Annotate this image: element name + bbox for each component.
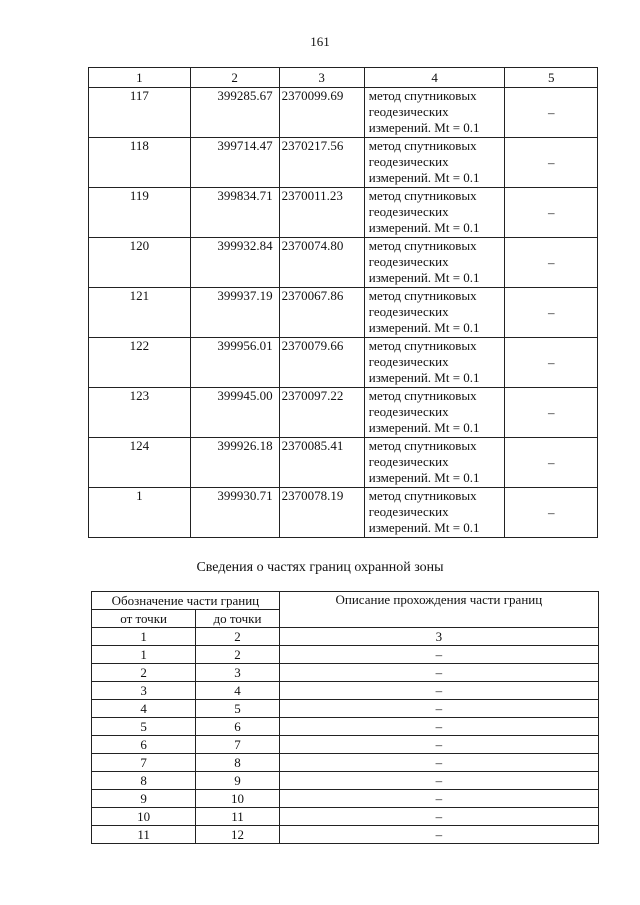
- method-line: геодезических: [368, 204, 449, 219]
- numbering-col-1: 1: [92, 628, 196, 646]
- to-point-cell: 2: [196, 646, 279, 664]
- table-row: [92, 664, 599, 682]
- method-line: геодезических: [368, 254, 449, 269]
- point-number-cell: 123: [89, 388, 191, 438]
- y-coordinate-cell: 2370085.41: [279, 438, 364, 488]
- to-point-cell: 12: [196, 826, 279, 844]
- y-coordinate-cell: 2370079.66: [279, 338, 364, 388]
- description-cell: –: [279, 826, 598, 844]
- table-row: [92, 826, 599, 844]
- page-number: 161: [310, 34, 330, 49]
- y-coordinate-cell: 2370217.56: [279, 138, 364, 188]
- numbering-col-2: 2: [196, 628, 279, 646]
- table-row: [89, 188, 598, 238]
- x-coordinate-cell: 399956.01: [190, 338, 279, 388]
- description-cell: –: [279, 718, 598, 736]
- from-point-cell: 8: [92, 772, 196, 790]
- description-cell: –: [279, 790, 598, 808]
- method-cell: [364, 238, 505, 288]
- method-line: геодезических: [368, 304, 449, 319]
- table-row: [89, 138, 598, 188]
- to-point-cell: 11: [196, 808, 279, 826]
- boundary-parts-table: [91, 591, 599, 844]
- x-coordinate-cell: 399945.00: [190, 388, 279, 438]
- method-line: геодезических: [368, 454, 449, 469]
- table-row: [92, 682, 599, 700]
- description-cell: –: [279, 682, 598, 700]
- note-cell: –: [505, 338, 598, 388]
- y-coordinate-cell: 2370078.19: [279, 488, 364, 538]
- table-row: [92, 736, 599, 754]
- point-number-cell: 124: [89, 438, 191, 488]
- method-cell: [364, 488, 505, 538]
- to-point-cell: 6: [196, 718, 279, 736]
- method-cell: [364, 138, 505, 188]
- method-line: метод спутниковых: [368, 388, 477, 403]
- point-number-cell: 122: [89, 338, 191, 388]
- from-point-cell: 4: [92, 700, 196, 718]
- header-boundary-description: Описание прохождения части границ: [279, 592, 598, 628]
- method-cell: [364, 88, 505, 138]
- description-cell: –: [279, 664, 598, 682]
- x-coordinate-cell: 399932.84: [190, 238, 279, 288]
- method-line: измерений. Mt = 0.1: [368, 170, 480, 185]
- table-row: [92, 700, 599, 718]
- method-line: геодезических: [368, 104, 449, 119]
- from-point-cell: 5: [92, 718, 196, 736]
- table-row: [92, 790, 599, 808]
- method-line: измерений. Mt = 0.1: [368, 370, 480, 385]
- x-coordinate-cell: 399926.18: [190, 438, 279, 488]
- method-cell: [364, 438, 505, 488]
- to-point-cell: 10: [196, 790, 279, 808]
- point-number-cell: 120: [89, 238, 191, 288]
- y-coordinate-cell: 2370074.80: [279, 238, 364, 288]
- section-title: Сведения о частях границ охранной зоны: [196, 560, 444, 575]
- method-line: метод спутниковых: [368, 88, 477, 103]
- table-row: [89, 388, 598, 438]
- method-line: измерений. Mt = 0.1: [368, 470, 480, 485]
- from-point-cell: 2: [92, 664, 196, 682]
- from-point-cell: 1: [92, 646, 196, 664]
- method-cell: [364, 288, 505, 338]
- table-row: [92, 808, 599, 826]
- table-row: [89, 488, 598, 538]
- method-line: метод спутниковых: [368, 438, 477, 453]
- method-line: геодезических: [368, 404, 449, 419]
- table-row: [89, 338, 598, 388]
- table-row: [89, 288, 598, 338]
- boundary-header-row-1: [92, 592, 599, 610]
- note-cell: –: [505, 238, 598, 288]
- table-row: [92, 754, 599, 772]
- header-col-3: 3: [279, 68, 364, 88]
- from-point-cell: 7: [92, 754, 196, 772]
- y-coordinate-cell: 2370099.69: [279, 88, 364, 138]
- boundary-numbering-row: [92, 628, 599, 646]
- x-coordinate-cell: 399834.71: [190, 188, 279, 238]
- table-row: [92, 772, 599, 790]
- note-cell: –: [505, 438, 598, 488]
- from-point-cell: 9: [92, 790, 196, 808]
- description-cell: –: [279, 700, 598, 718]
- note-cell: –: [505, 488, 598, 538]
- to-point-cell: 9: [196, 772, 279, 790]
- table-row: [92, 718, 599, 736]
- point-number-cell: 117: [89, 88, 191, 138]
- header-to-point: до точки: [196, 610, 279, 628]
- to-point-cell: 4: [196, 682, 279, 700]
- from-point-cell: 3: [92, 682, 196, 700]
- y-coordinate-cell: 2370011.23: [279, 188, 364, 238]
- x-coordinate-cell: 399714.47: [190, 138, 279, 188]
- description-cell: –: [279, 772, 598, 790]
- point-number-cell: 121: [89, 288, 191, 338]
- method-line: измерений. Mt = 0.1: [368, 320, 480, 335]
- method-line: измерений. Mt = 0.1: [368, 520, 480, 535]
- note-cell: –: [505, 88, 598, 138]
- note-cell: –: [505, 138, 598, 188]
- point-number-cell: 1: [89, 488, 191, 538]
- method-line: измерений. Mt = 0.1: [368, 420, 480, 435]
- y-coordinate-cell: 2370067.86: [279, 288, 364, 338]
- header-from-point: от точки: [92, 610, 196, 628]
- from-point-cell: 6: [92, 736, 196, 754]
- table-row: [89, 88, 598, 138]
- header-boundary-designation: Обозначение части границ: [92, 592, 280, 610]
- method-line: метод спутниковых: [368, 238, 477, 253]
- header-col-1: 1: [89, 68, 191, 88]
- point-number-cell: 119: [89, 188, 191, 238]
- note-cell: –: [505, 188, 598, 238]
- description-cell: –: [279, 808, 598, 826]
- header-col-4: 4: [364, 68, 505, 88]
- table-row: [89, 438, 598, 488]
- note-cell: –: [505, 388, 598, 438]
- header-col-5: 5: [505, 68, 598, 88]
- description-cell: –: [279, 646, 598, 664]
- method-line: геодезических: [368, 354, 449, 369]
- from-point-cell: 11: [92, 826, 196, 844]
- x-coordinate-cell: 399937.19: [190, 288, 279, 338]
- description-cell: –: [279, 754, 598, 772]
- method-line: измерений. Mt = 0.1: [368, 270, 480, 285]
- method-line: измерений. Mt = 0.1: [368, 120, 480, 135]
- table-row: [89, 238, 598, 288]
- to-point-cell: 3: [196, 664, 279, 682]
- to-point-cell: 8: [196, 754, 279, 772]
- method-line: геодезических: [368, 154, 449, 169]
- method-cell: [364, 388, 505, 438]
- from-point-cell: 10: [92, 808, 196, 826]
- y-coordinate-cell: 2370097.22: [279, 388, 364, 438]
- coordinates-header-row: [89, 68, 598, 88]
- method-cell: [364, 338, 505, 388]
- coordinates-table: [88, 67, 598, 538]
- note-cell: –: [505, 288, 598, 338]
- method-line: метод спутниковых: [368, 288, 477, 303]
- point-number-cell: 118: [89, 138, 191, 188]
- method-line: метод спутниковых: [368, 488, 477, 503]
- method-line: метод спутниковых: [368, 138, 477, 153]
- method-line: геодезических: [368, 504, 449, 519]
- table-row: [92, 646, 599, 664]
- description-cell: –: [279, 736, 598, 754]
- method-line: метод спутниковых: [368, 338, 477, 353]
- to-point-cell: 7: [196, 736, 279, 754]
- header-col-2: 2: [190, 68, 279, 88]
- x-coordinate-cell: 399930.71: [190, 488, 279, 538]
- method-line: метод спутниковых: [368, 188, 477, 203]
- to-point-cell: 5: [196, 700, 279, 718]
- numbering-col-3: 3: [279, 628, 598, 646]
- x-coordinate-cell: 399285.67: [190, 88, 279, 138]
- method-line: измерений. Mt = 0.1: [368, 220, 480, 235]
- method-cell: [364, 188, 505, 238]
